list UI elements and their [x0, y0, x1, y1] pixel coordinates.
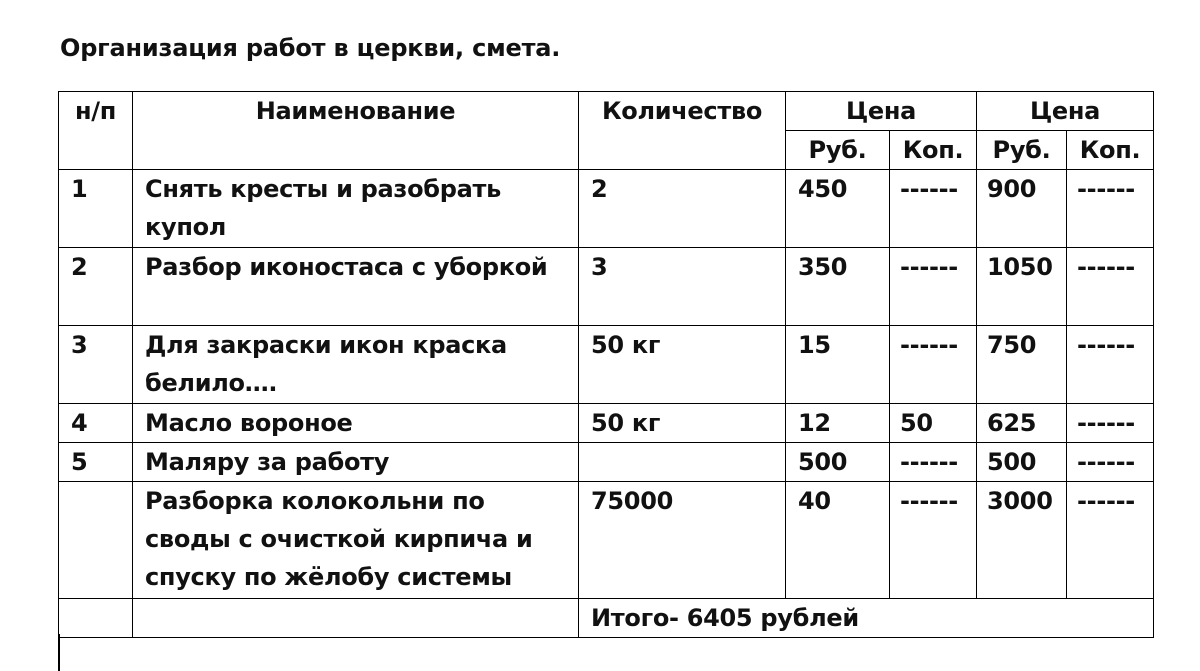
row-num: 2 — [59, 248, 133, 326]
row-num — [59, 482, 133, 599]
row-kop: ------ — [890, 326, 977, 404]
table-row — [59, 404, 1154, 443]
row-total-rub: 500 — [977, 443, 1067, 482]
row-total-kop: ------ — [1067, 443, 1154, 482]
row-total-rub: 750 — [977, 326, 1067, 404]
header-price-total: Цена — [977, 92, 1154, 131]
row-name: Масло вороное — [133, 404, 579, 443]
row-rub: 15 — [786, 326, 890, 404]
document-title: Организация работ в церкви, смета. — [60, 34, 561, 62]
row-total-rub: 1050 — [977, 248, 1067, 326]
row-rub: 350 — [786, 248, 890, 326]
row-qty: 3 — [579, 248, 786, 326]
row-qty: 50 кг — [579, 404, 786, 443]
estimate-table — [58, 91, 1154, 638]
row-num: 1 — [59, 170, 133, 248]
header-qty: Количество — [579, 92, 786, 170]
row-qty: 50 кг — [579, 326, 786, 404]
table-row — [59, 248, 1154, 326]
total-name-cell — [133, 599, 579, 638]
row-rub: 500 — [786, 443, 890, 482]
row-total-kop: ------ — [1067, 326, 1154, 404]
row-kop: ------ — [890, 248, 977, 326]
header-name: Наименование — [133, 92, 579, 170]
table-row — [59, 443, 1154, 482]
total-row — [59, 599, 1154, 638]
row-qty: 2 — [579, 170, 786, 248]
table-row — [59, 482, 1154, 599]
row-rub: 12 — [786, 404, 890, 443]
table-border-continuation — [58, 634, 60, 671]
row-name: Снять кресты и разобрать купол — [133, 170, 579, 248]
header-kop-unit: Коп. — [890, 131, 977, 170]
row-total-rub: 3000 — [977, 482, 1067, 599]
row-total-kop: ------ — [1067, 248, 1154, 326]
row-rub: 40 — [786, 482, 890, 599]
header-rub-unit: Руб. — [786, 131, 890, 170]
row-rub: 450 — [786, 170, 890, 248]
header-rub-total: Руб. — [977, 131, 1067, 170]
row-total-kop: ------ — [1067, 482, 1154, 599]
header-num: н/п — [59, 92, 133, 170]
row-qty — [579, 443, 786, 482]
header-kop-total: Коп. — [1067, 131, 1154, 170]
row-kop: ------ — [890, 170, 977, 248]
total-text: Итого- 6405 рублей — [579, 599, 1154, 638]
row-total-kop: ------ — [1067, 404, 1154, 443]
table-row — [59, 170, 1154, 248]
row-kop: ------ — [890, 443, 977, 482]
table-row — [59, 326, 1154, 404]
row-kop: 50 — [890, 404, 977, 443]
header-row — [59, 92, 1154, 131]
row-num: 5 — [59, 443, 133, 482]
row-num: 3 — [59, 326, 133, 404]
row-kop: ------ — [890, 482, 977, 599]
header-price-unit: Цена — [786, 92, 977, 131]
row-total-rub: 625 — [977, 404, 1067, 443]
row-total-kop: ------ — [1067, 170, 1154, 248]
row-name: Для закраски икон краска белило…. — [133, 326, 579, 404]
total-num-cell — [59, 599, 133, 638]
row-num: 4 — [59, 404, 133, 443]
row-total-rub: 900 — [977, 170, 1067, 248]
row-qty: 75000 — [579, 482, 786, 599]
row-name: Маляру за работу — [133, 443, 579, 482]
row-name: Разборка колокольни по своды с очисткой кирпича и спуску по жёлобу системы — [133, 482, 579, 599]
row-name: Разбор иконостаса с уборкой — [133, 248, 579, 326]
